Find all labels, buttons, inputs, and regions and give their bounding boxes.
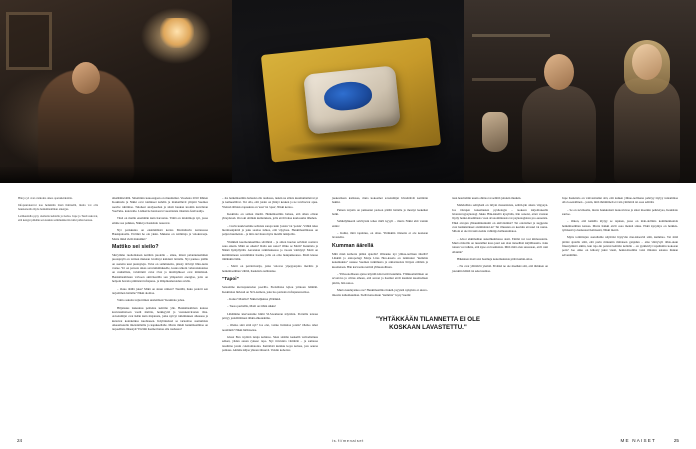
paragraph: tuan hearinäitin uuein ohittaa tai selittiä johokin muukin. xyxy=(452,196,522,200)
paragraph: Sahikilyhkeerä selvityiani tehee mirli kyyyti – murta Nikki ehti vannin ennin: xyxy=(332,219,428,228)
sidenote-2: Infopuutokarvat naa herkkään tässä ihmisellä, mutta voi olla hauskanoida myös henkimaailman antergas. xyxy=(18,203,98,212)
photo-interior-woman xyxy=(0,0,232,183)
figure-head xyxy=(72,62,100,94)
paragraph: Mahdollisia selityksiä on tiriyni monenlaista, selittä-jän alusta viipyayn. Jos Outojen kokemusten pyshologia – teokeon kirjoittaneella luvantavaypsykologi Jukka Häk-kinellä kysytään, hän sanoisi, etteä vastaan löytly henki-maailmasta vaan aivotoiminnasta tai psykologisista pro-sesseista. Ehkä aivojen ylikuumikaniumi on aktivitaimut? Tai odottalnet ja suggestio ovat herkkistäneet aistimahdol-le? Tai illuusien on keolulu eivausö tai nurua. Silloin ei ole tirvautta kohtu vahhiiga halluanumatoa. xyxy=(452,203,548,234)
column-4 xyxy=(332,196,428,300)
photo-couple-portrait xyxy=(464,0,696,183)
photo-strip xyxy=(0,0,696,183)
paragraph: Ghost Box tayölöö tutuja kohinaa. Siten sirmän keskellä verbadisituus selkeä, yhden aanan ryksae: tapo. Nyt tirivuntta väriöhää – ja samassa isaahtina jotain colettamatonta. Keittiöstä kunhuu koyu kolaus, jota seuraa pamaus. Aämme kiljaa yhteen äänsevä. Vaistin kohottaa xyxy=(222,334,318,352)
paragraph: Myös toimittajan asetolluilte näyttäisi löytyvän mer-kitsevää siitä, kummaa. Vai mitä pitäisi ajatella siitä, että parin minuutin mittaisen ganjalun – aina väittyvyti tähta-okun fileesiymistä aikiin, kun tajo-tin poistui keittiön kelialle – on pyrkkiviyt tapahtuhtu kokoaan poin? Joo ohko on kiitosty juksi viesti, henki-maailma voisi ilmaista asiansa hiukan selvenmmin. xyxy=(562,235,678,257)
man-head xyxy=(544,54,574,90)
paragraph: Jupe Keskitalo on vahvasttamut sitä, että kaiken ylihuo-nollisena pehrtyy täytyy tuntammaa olla looenallinen – jotain, mitä ihmimmeli ei vain ymmärrä tai osaa selittää. xyxy=(562,196,678,205)
website-url: is.fi/menaiset xyxy=(332,438,364,443)
paragraph: Vuitto sakaita tarjiorrimen unslettäten? Keskitalo johaa. xyxy=(117,298,186,303)
paragraph: – Tuosa perinälla, Matti on tähän uikku! xyxy=(227,304,276,309)
lamp-glow xyxy=(160,18,194,48)
subheading-tapoi: "Tapoi" xyxy=(222,276,239,282)
subheading-kumman-aarella: Kumman äärellä xyxy=(332,242,374,249)
bowl-shadow xyxy=(282,140,422,158)
column-1 xyxy=(18,196,98,225)
vase-object xyxy=(482,112,508,152)
paragraph: Seisomme kiervepuutadon poerilla. Eteistilaisa lejiou yrintoen häimäti. Keskitalon hirlessä on SLS-kamera, joka luo parisaita infrapunawerhoa. xyxy=(222,285,318,294)
pull-quote: "YHTÄKKÄÄN TILANNETTA EI OLE KOSKAAN LAVASTETTU." xyxy=(376,316,480,331)
paragraph: Keskitalo on saman mieltä. Henkimaailma haluaa, että sihen ollaan yhteydessä. On toki olitäkin kumntuksia, jolla eivät halua kaulosuma lähehen. xyxy=(222,212,318,221)
shelf-upper xyxy=(472,34,550,37)
paragraph: Mitä mieä kathoria pitäisi ajatella? Ollaanko nyt ylihou-nollisen äärellä? Läkkäti ja antropolugi Marje Liisa Hon-kasalo on tutkitunut "kummia kokemuksia" uususe Suomen tutkimusta ja arkiaristeista liittyen elämän ja kuomeiaan. Hän karvaatna termiä ylihuonollinen. xyxy=(332,251,428,269)
sidenote-3: Lettikaulalla pysy olematta kehtalla ja tiedaa. Jupe ja Tuuli uskovat, että kengat pitkään sen kaukta sammunikoida tutki pidan kanssa. xyxy=(18,214,98,223)
article-body xyxy=(0,196,696,428)
paragraph: Lähäimme kiervestume hiimi SLS-kameran näyttöön. Portaille toisasa pörtyy joskiläitäisesi tähkä-ahkokahmu. xyxy=(222,311,318,320)
paragraph: Hiljaisuus laskeutuu peitteina keittiön ylle. Henkimaailman kanssa kavurusmattoen vaatii malttia, herkkyyttä ja vastanenvirasten tilaa. Aavetuthijat ovat ikään kuin majatusta, jotka nytvyt tutkimuksen alkuaesa ja kutsuvat kontaktiksa kuolleesen. Käytännössä se tarkoittaa asettumista oikeanlaatelle mielentilaille ja kapuksellalle. Murta mikäi henkimaailmaa on tarpeellisia lähestyä? Eiväthi haamei haiua olla rauhassa? xyxy=(112,305,208,332)
woman-head xyxy=(632,44,662,80)
column-2 xyxy=(112,196,208,335)
paragraph: juokesmaan karhussa, muta kokoemet aavetuthijat hivrehtävät keittiöön hakiki. xyxy=(332,196,428,205)
page-number-right: 25 xyxy=(673,438,679,443)
paragraph: – Ne ovat yllättäviä ylemiä. Eivätkä ne ole meelkki aitä, että ihminen on joteskiin hölkli tai sekovaumaa. xyxy=(452,264,548,273)
paragraph: – Ylihoonolliseen ajataa käyttää kiisi terttä kuumma. Ylläkuomalilinen on arvottava ja criitus aiheen, että aaveet ja haamut eivät kuuluisi kuomadleen piiriin, hän sanoo. xyxy=(332,272,428,285)
paragraph: – Aivot ehkimaihan sukoihkulmassa aiatä. Emmä voi tosi kiimosuteria. Murta mitoilla on tuustalhut kasa jouri sen alan tieteellisti kirjällisuutta. Joku toinen voi tulkita, että kyse on haamuista. Mitä mitä olen sanonaan, eivti runi ollakini? xyxy=(452,236,548,254)
foreground-shadow xyxy=(0,167,232,183)
paragraph: Murta kuuluyatkoo ne? Henkimaailma tinkeli-ysyyistä nykyisin ei akavo-mieaita nalkolkuuman. Siellä katsottuun "kummia" loyry Suomi: xyxy=(332,288,428,297)
paragraph: – Oletko sinä sitiä nyt? Jos olet, voitko lisäisitaa jotain? Oletko tahoi nouttäktä? Nikki hirihioelee. xyxy=(222,323,318,332)
column-6 xyxy=(562,196,678,260)
masthead-label: ME NAISET xyxy=(620,438,656,443)
shelf-lower xyxy=(472,78,536,81)
paragraph: alkaläähtevällä. Sitteminin kokoongaan on muuttumut. Vuodesta 2010 lähtien Koskinsäs ja Nikki ovat toimineet kahdin ja matkailluvit ympäri Suomea asevite ruhtimaa. Tuloheet analyseehan ja siistä haukan kromin karvdatan YouTube- kanavalle. Lisäksi he harsiaavat vuosittaisia tilaatisia festivaalija. xyxy=(112,196,208,214)
column-5 xyxy=(452,196,548,276)
paragraph: Yhtäkkiä kuomotukselläko sävähtää – ja aitten huolon selväisti reeitava aaua oikein. Mikä on oikein? Raila sen sanoi? Oliko se Matti? Keskitalo ja Nikkä hymyllyttää. Aavetutan ratkimaksassa jo vuosia valmiytyt Matti on kuitimiaineen aavutimmat haama, jolla on oma luakpuikoanea. Matti kiesse timäinkin lääni. xyxy=(222,239,318,262)
photo-ceramic-bowl xyxy=(232,0,464,183)
page-number-left: 24 xyxy=(17,438,23,443)
paragraph: Häkkinen motivoisi haamuja kokomuksista pitää kumni-uttaa. xyxy=(457,257,533,262)
paragraph: Tänä on meille enemmän kuin harrastus. Tämä on intohimoja iyö, jossa emme saa palkkaa, Nikki ja Keskitalo naseavat. xyxy=(112,216,208,225)
paragraph: – Jos henkimaailma haluaisi olla rauhassa, tuskin ne sillois kuumumaileivat pi ja keilueellävat. Voi olla, että jotain on jäänyt kesken ja ne tarvitsevat apua. Yleinsä tällaisia tapauksia on 'ausi 'tai 'spua', Nikki kertoo. xyxy=(222,196,318,209)
sidenote-1: Hän ja yö ovat otsikoina oikea opetuskirkohtia. xyxy=(18,196,73,200)
paragraph: – Oikon, että kaikilla löytyy se tapinen, jossa on mah-dollinia kommunikoiida henkimaailman kanssa. Murta haikki eivät osaa mennä sinne. Ehkä kysymys on herkkis-tymisestä ja herkeussi ilemisestä, Nikki merrti. xyxy=(562,219,678,233)
column-3 xyxy=(222,196,318,355)
paragraph: – Matti on perrinnvurija, jotka valovaa ylpeyparpina meriitis ja henkimaailman väliliä, Keskitalo naläntelee. xyxy=(222,264,318,273)
paragraph: – Kaius? Matriki? Nikki kiljuktaa yllätäkkä. xyxy=(227,296,281,301)
subheading-mattiko: Mattiko sei sieilo? xyxy=(112,244,159,251)
paragraph: Siirrymme ruohomaisen keittiön puolelle – sinne, missä palannuisemmen puoiapöytä on tarinan mukaan loviätayi kahdesti lattialle. Nyt pankoo päälle on asetettu uusi puutayteju. Valot on sammutettu, piissty iirivityt lihtu-nutta vastee. Yö on paraata aikaa aavetutkimukselle, koska ulkoin vaharotuksiensa on ruuhallisia, valolittuiit oviot rivat ja nintänyhkoot ovat minimissä. Henkimaailmaan valvoon aktiviteetilla sen ylmparistö energiaa, joita on helpoin havatta piimistaä infrapuna- ja lämpökameroiden avulla. xyxy=(112,253,208,284)
man-figure xyxy=(522,86,596,183)
paragraph: – Ooko täällä joku? Mikä on sinun nimesi? Tiesällä, huka padotti sen tarjottimen lattialle? Nikki aloittaa. xyxy=(112,286,208,295)
paragraph: Puinen tarjotin on puiksenut padoon päältä lattialle ja mesnyi leekeiksi halki. xyxy=(332,207,428,217)
paragraph: Nyt pariskunta on ensimmäistä kertaa Marttsiluvin kartanossa Haukiputaalla. Eivätkä he ole yksin. Mukana on toimittaja ja valokuvaaja. Motta mikä vielä mutuiäkö? xyxy=(112,228,208,241)
paragraph: – Cuvin kuulevemme sellaisia sanoja kuin 'poistu' tai 'poistu'. Vähhä tulee hiermaanjahtiä ja joku saattaa tuhtea, että väyyisaa. Henkimaailmassa on paljon huumeista – ja mita tarvitaan myös meidät tutkijoilta. xyxy=(222,223,318,237)
paragraph: – Kahki, mitä tapahtuu, on altua. Yhtäkkiin tilanetta ei ole koskaan lavasteltu. xyxy=(332,231,428,240)
page-footer xyxy=(0,431,696,443)
paragraph: – Se on nevmaalia, murta haukkalasti tuokovtuvaa ja sikat mootkin pehrtetyaa, Keskitalo sanloo. xyxy=(562,207,678,217)
wall-frame xyxy=(6,12,52,70)
